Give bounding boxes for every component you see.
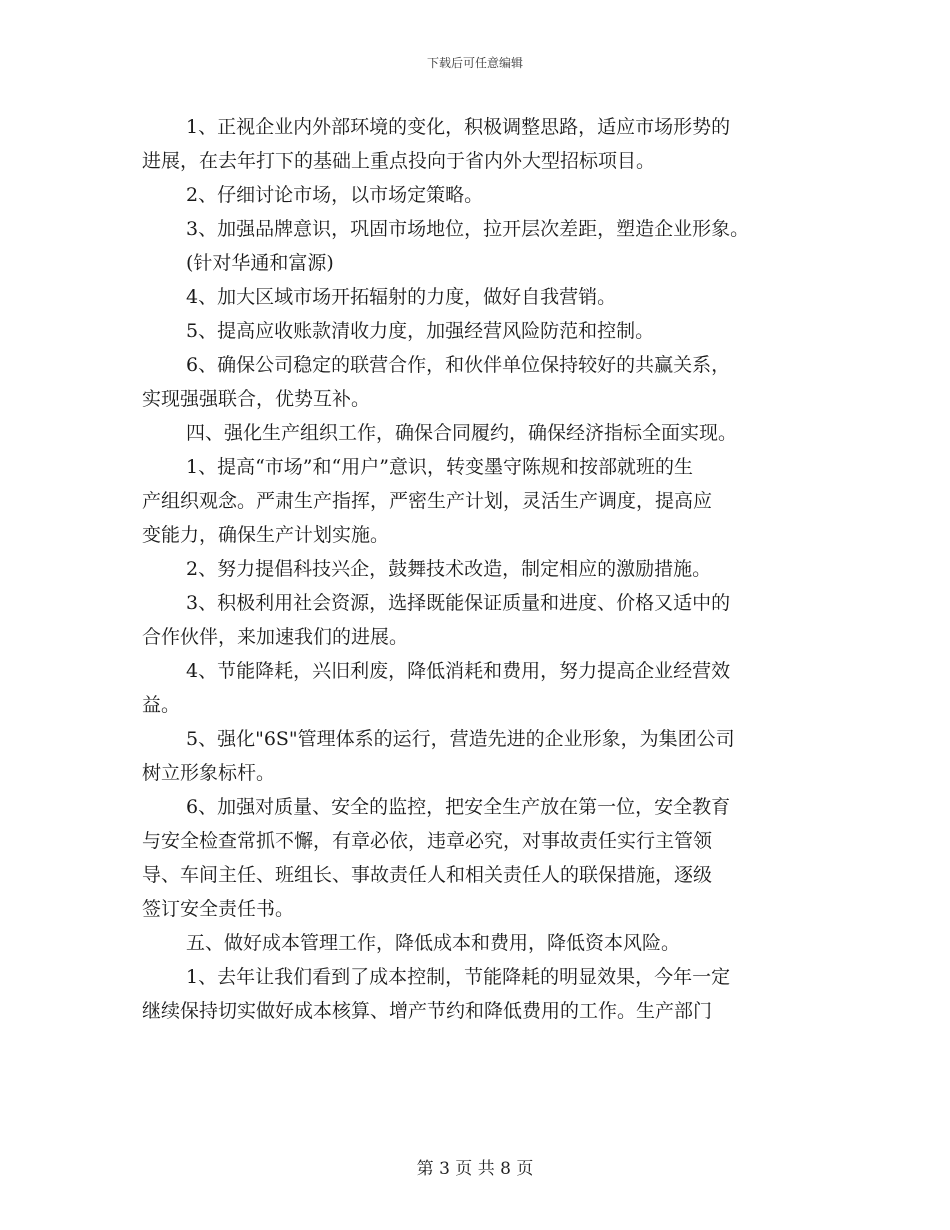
text-line: 3、加强品牌意识，巩固市场地位，拉开层次差距，塑造企业形象。 <box>186 218 750 240</box>
text-line: 益。 <box>142 694 181 716</box>
text-line: 3、积极利用社会资源，选择既能保证质量和进度、价格又适中的 <box>186 592 731 614</box>
text-line: (针对华通和富源) <box>186 252 334 274</box>
text-line: 1、提高“市场”和“用户”意识，转变墨守陈规和按部就班的生 <box>186 456 693 478</box>
text-line: 2、仔细讨论市场，以市场定策略。 <box>186 184 484 206</box>
document-body <box>142 110 812 1028</box>
text-line: 5、强化"6S"管理体系的运行，营造先进的企业形象，为集团公司 <box>186 728 735 750</box>
text-line: 1、去年让我们看到了成本控制，节能降耗的明显效果，今年一定 <box>186 966 731 988</box>
text-line: 五、做好成本管理工作，降低成本和费用，降低资本风险。 <box>186 932 681 954</box>
text-line: 2、努力提倡科技兴企，鼓舞技术改造，制定相应的激励措施。 <box>186 558 712 580</box>
text-line: 产组织观念。严肃生产指挥，严密生产计划，灵活生产调度，提高应 <box>142 490 713 512</box>
text-line: 继续保持切实做好成本核算、增产节约和降低费用的工作。生产部门 <box>142 1000 713 1022</box>
page-header-note: 下载后可任意编辑 <box>426 56 523 70</box>
text-line: 6、确保公司稳定的联营合作，和伙伴单位保持较好的共赢关系， <box>186 354 731 376</box>
text-line: 4、加大区域市场开拓辐射的力度，做好自我营销。 <box>186 286 617 308</box>
text-line: 1、正视企业内外部环境的变化，积极调整思路，适应市场形势的 <box>186 116 731 138</box>
text-line: 4、节能降耗，兴旧利废，降低消耗和费用，努力提高企业经营效 <box>186 660 731 682</box>
text-line: 树立形象标杆。 <box>142 762 276 784</box>
text-line: 5、提高应收账款清收力度，加强经营风险防范和控制。 <box>186 320 655 342</box>
text-line: 合作伙伴，来加速我们的进展。 <box>142 626 409 648</box>
text-line: 四、强化生产组织工作，确保合同履约，确保经济指标全面实现。 <box>186 422 738 444</box>
text-line: 签订安全责任书。 <box>142 898 295 920</box>
text-line: 变能力，确保生产计划实施。 <box>142 524 390 546</box>
text-line: 实现强强联合，优势互补。 <box>142 388 371 410</box>
text-line: 导、车间主任、班组长、事故责任人和相关责任人的联保措施，逐级 <box>142 864 713 886</box>
text-line: 进展，在去年打下的基础上重点投向于省内外大型招标项目。 <box>142 150 656 172</box>
page-number: 第 3 页 共 8 页 <box>416 1159 534 1179</box>
text-line: 6、加强对质量、安全的监控，把安全生产放在第一位，安全教育 <box>186 796 731 818</box>
text-line: 与安全检查常抓不懈，有章必依，违章必究，对事故责任实行主管领 <box>142 830 713 852</box>
